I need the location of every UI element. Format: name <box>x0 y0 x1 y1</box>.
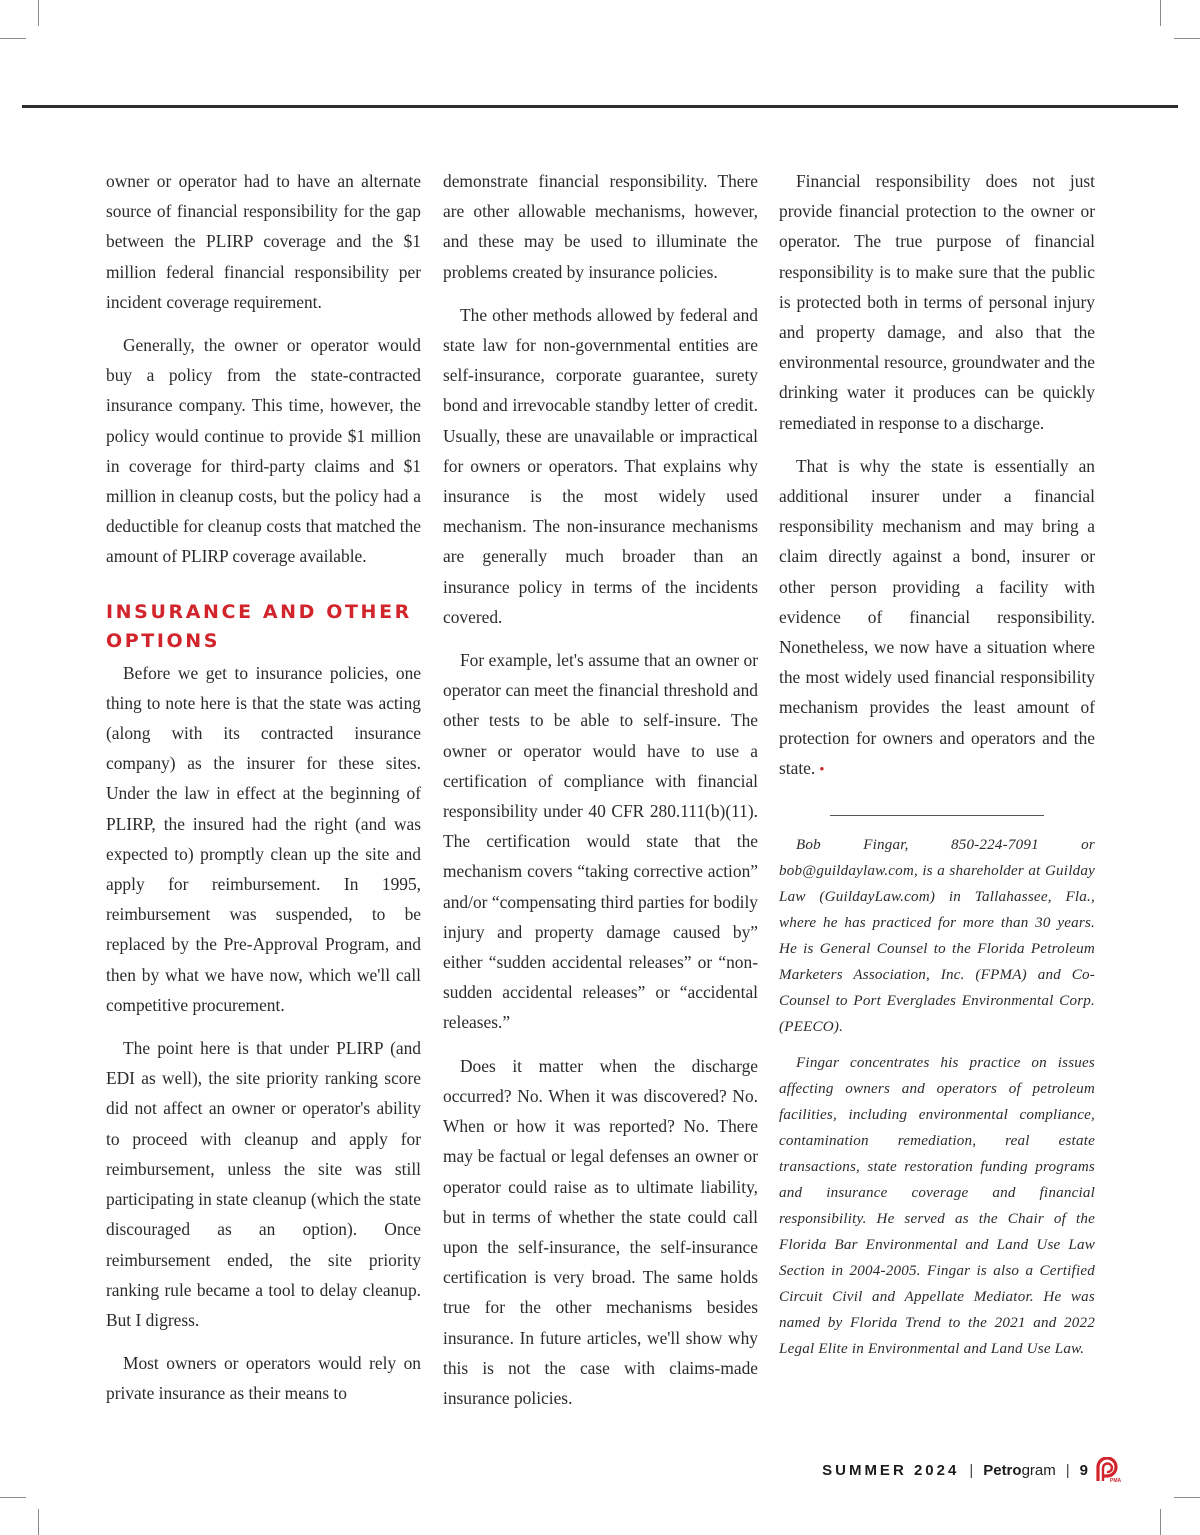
crop-mark <box>1160 1509 1161 1535</box>
magazine-name-rest: gram <box>1021 1461 1056 1479</box>
crop-mark <box>1174 1497 1200 1498</box>
page-footer <box>822 1457 1122 1483</box>
magazine-name-bold: Petro <box>983 1461 1022 1479</box>
issue-season: SUMMER 2024 <box>822 1461 960 1479</box>
paragraph: Financial responsibility does not just provide financial protection to the owner or operator. The true purpose of financial responsibility is to make sure that the public is protected both in terms of personal injury and property damage, and also that the environmental resource, groundwater and the drinking water it produces can be quickly remediated in response to a discharge. <box>779 171 1095 433</box>
crop-mark <box>38 1509 39 1535</box>
paragraph: The point here is that under PLIRP (and EDI as well), the site priority ranking score did not affect an owner or operator's ability to proceed with cleanup and apply for reimbursement, unless the site was still participating in state cleanup (which the state discouraged as an option). Once reimbursement ended, the site priority ranking rule became a tool to delay cleanup. But I digress. <box>106 1038 421 1330</box>
paragraph: For example, let's assume that an owner or operator can meet the financial threshold and other tests to be able to self-insure. The owner or operator would have to use a certification of compliance with financial responsibility under 40 CFR 280.111(b)(11). The certification would state that the mechanism covers “taking corrective action” and/or “compensating third parties for bodily injury and property damage caused by” either “sudden accidental releases” or “non-sudden accidental releases” or “accidental releases.” <box>443 650 758 1033</box>
page-number: 9 <box>1079 1461 1088 1479</box>
article-column-3 <box>779 166 1095 1372</box>
footer-separator: | <box>969 1461 974 1479</box>
author-bio <box>779 832 1095 1362</box>
paragraph: demonstrate financial responsibility. There are other allowable mechanisms, however, and these may be used to illuminate the problems created by insurance policies. <box>443 171 758 282</box>
section-heading: INSURANCE AND OTHER OPTIONS <box>106 600 412 652</box>
pma-logo-icon <box>1094 1457 1122 1483</box>
bio-paragraph: Bob Fingar, 850-224-7091 or bob@guildaylaw.com, is a shareholder at Guilday Law (GuildayLaw.com) in Tallahassee, Fla., where he has practiced for more than 30 years. He is General Counsel to the Florida Petroleum Marketers Association, Inc. (FPMA) and Co-Counsel to Port Everglades Environmental Corp. (PEECO). <box>779 837 1095 1036</box>
bio-paragraph: Fingar concentrates his practice on issues affecting owners and operators of petroleum facilities, including environmental compliance, contamination remediation, real estate transactions, state restoration funding programs and insurance coverage and financial responsibility. He served as the Chair of the Florida Bar Environmental and Land Use Law Section in 2004-2005. Fingar is also a Certified Circuit Civil and Appellate Mediator. He was named by Florida Trend to the 2021 and 2022 Legal Elite in Environmental and Land Use Law. <box>779 1055 1095 1358</box>
paragraph-text: That is why the state is essentially an additional insurer under a financial responsibility mechanism and may bring a claim directly against a bond, insurer or other person providing a facility with evidence of financial responsibility. Nonetheless, we now have a situation where the most widely used financial responsibility mechanism provides the least amount of protection for owners and operators and the state. <box>779 455 1095 778</box>
paragraph: owner or operator had to have an alternate source of financial responsibility for the gap between the PLIRP coverage and the $1 million federal financial responsibility per incident coverage requirement. <box>106 171 421 312</box>
paragraph: The other methods allowed by federal and state law for non-governmental entities are self-insurance, corporate guarantee, surety bond and irrevocable standby letter of credit. Usually, these are unavailable or impractical for owners or operators. That explains why insurance is the most widely used mechanism. The non-insurance mechanisms are generally much broader than an insurance policy in terms of the incidents covered. <box>443 304 758 627</box>
footer-separator: | <box>1065 1461 1070 1479</box>
paragraph: Before we get to insurance policies, one thing to note here is that the state was acting (along with its contracted insurance company) as the insurer for these sites. Under the law in effect at the beginning of PLIRP, the insured had the right (and was expected to) promptly clean up the site and apply for reimbursement. In 1995, reimbursement was suspended, to be replaced by the Pre-Approval Program, and then by what we have now, which we'll call competitive procurement. <box>106 662 421 1015</box>
header-rule <box>22 105 1178 108</box>
crop-mark <box>1160 0 1161 26</box>
logo-text: PMA <box>1110 1478 1122 1483</box>
paragraph: Does it matter when the discharge occurred? No. When it was discovered? No. When or how it was reported? No. There may be factual or legal defenses an owner or operator could raise as to ultimate liability, but in terms of whether the state could call upon the self-insurance, the self-insurance certification is very broad. The same holds true for the other mechanisms besides insurance. In future articles, we'll show why this is not the case with claims-made insurance policies. <box>443 1055 758 1408</box>
bio-divider <box>830 815 1044 816</box>
crop-mark <box>1174 38 1200 39</box>
end-of-article-mark: • <box>819 761 825 778</box>
paragraph: Most owners or operators would rely on private insurance as their means to <box>106 1353 421 1404</box>
crop-mark <box>38 0 39 26</box>
crop-mark <box>0 38 26 39</box>
paragraph <box>779 451 1095 785</box>
paragraph: Generally, the owner or operator would buy a policy from the state-contracted insurance company. This time, however, the policy would continue to provide $1 million in coverage for third-party claims and $1 million in cleanup costs, but the policy had a deductible for cleanup costs that matched the amount of PLIRP coverage available. <box>106 335 421 567</box>
magazine-name <box>983 1462 1056 1479</box>
article-column-2 <box>443 166 758 1426</box>
crop-mark <box>0 1497 26 1498</box>
article-column-1 <box>106 166 421 1422</box>
